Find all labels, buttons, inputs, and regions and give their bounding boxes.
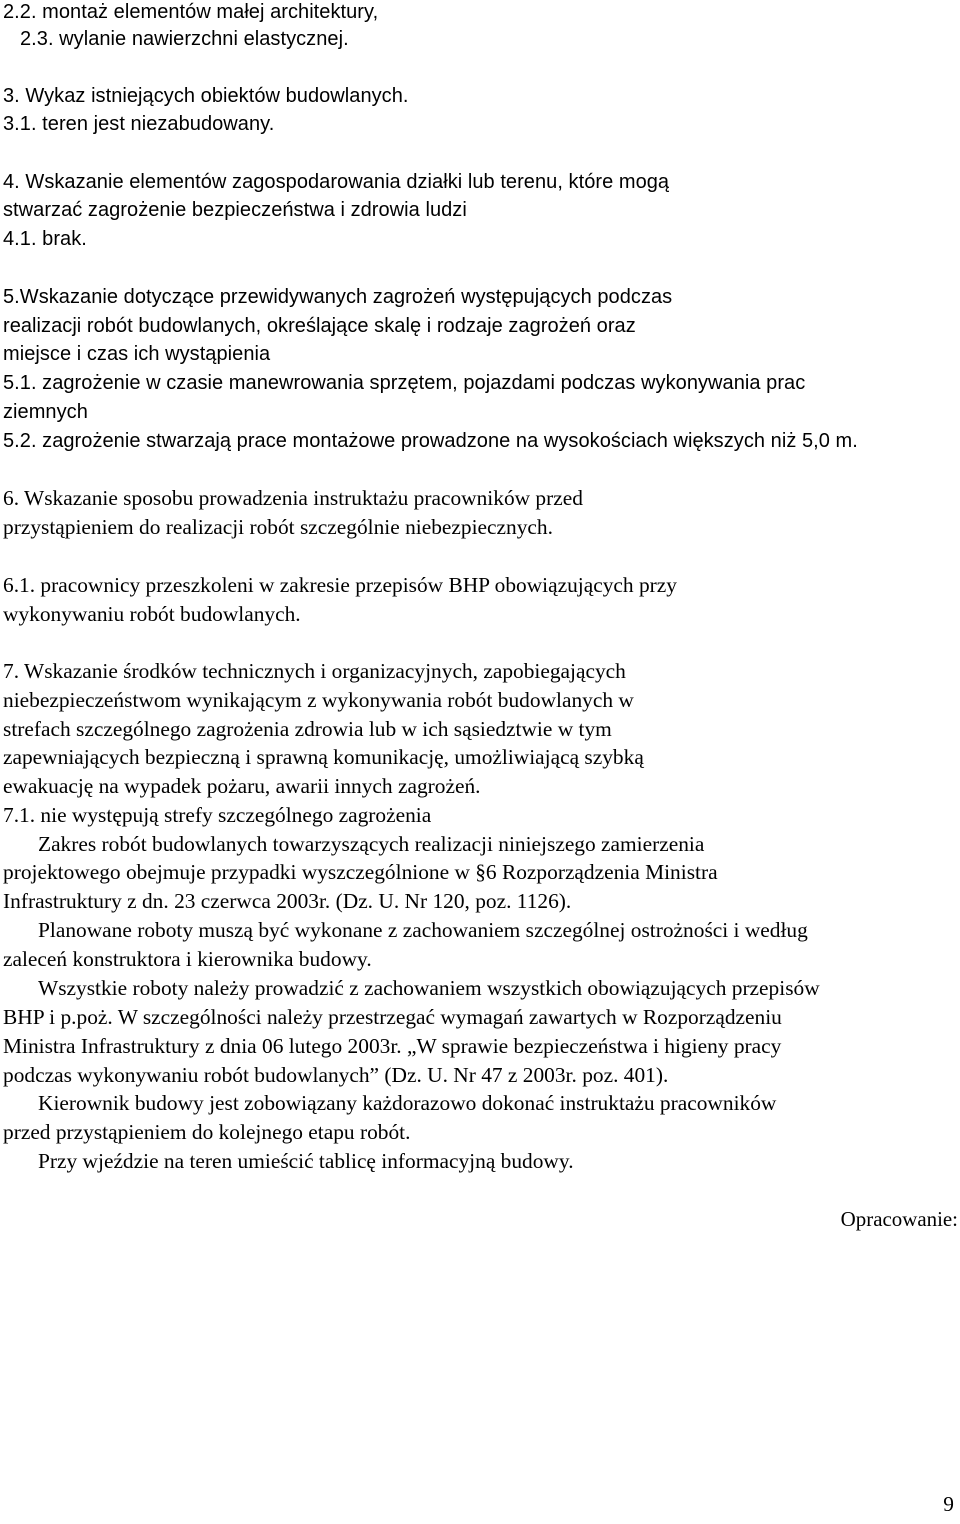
section-heading: strefach szczególnego zagrożenia zdrowia lub w ich sąsiedztwie w tym <box>3 717 612 741</box>
list-item: ziemnych <box>3 401 88 423</box>
list-item: 2.2. montaż elementów małej architektury, <box>3 1 379 23</box>
paragraph-line: Przy wjeździe na teren umieścić tablicę informacyjną budowy. <box>38 1149 574 1173</box>
paragraph-line: projektowego obejmuje przypadki wyszczególnione w §6 Rozporządzenia Ministra <box>3 860 718 884</box>
section-heading: 5.Wskazanie dotyczące przewidywanych zagrożeń występujących podczas <box>3 286 673 308</box>
paragraph-line: Ministra Infrastruktury z dnia 06 lutego 2003r. „W sprawie bezpieczeństwa i higieny pracy <box>3 1034 782 1058</box>
paragraph-line: podczas wykonywaniu robót budowlanych” (Dz. U. Nr 47 z 2003r. poz. 401). <box>3 1063 669 1087</box>
list-item: 2.3. wylanie nawierzchni elastycznej. <box>20 28 349 50</box>
section-heading: ewakuację na wypadek pożaru, awarii innych zagrożeń. <box>3 774 481 798</box>
section-heading: 3. Wykaz istniejących obiektów budowlanych. <box>3 85 409 107</box>
list-item: 3.1. teren jest niezabudowany. <box>3 113 275 135</box>
paragraph-line: zaleceń konstruktora i kierownika budowy. <box>3 947 372 971</box>
list-item: 5.1. zagrożenie w czasie manewrowania sprzętem, pojazdami podczas wykonywania prac <box>3 372 806 394</box>
list-item: 5.2. zagrożenie stwarzają prace montażowe prowadzone na wysokościach większych niż 5,0 m. <box>3 430 858 452</box>
signature-label: Opracowanie: <box>840 1207 958 1231</box>
section-heading: niebezpieczeństwom wynikającym z wykonywania robót budowlanych w <box>3 688 634 712</box>
section-heading: stwarzać zagrożenie bezpieczeństwa i zdrowia ludzi <box>3 199 467 221</box>
section-heading: zapewniających bezpieczną i sprawną komunikację, umożliwiającą szybką <box>3 745 644 769</box>
list-item: 4.1. brak. <box>3 228 87 250</box>
paragraph-line: Planowane roboty muszą być wykonane z zachowaniem szczególnej ostrożności i według <box>38 918 808 942</box>
section-heading: realizacji robót budowlanych, określające skalę i rodzaje zagrożeń oraz <box>3 315 636 337</box>
paragraph-line: Wszystkie roboty należy prowadzić z zachowaniem wszystkich obowiązujących przepisów <box>38 976 820 1000</box>
section-heading: przystąpieniem do realizacji robót szczególnie niebezpiecznych. <box>3 515 553 539</box>
paragraph-line: Kierownik budowy jest zobowiązany każdorazowo dokonać instruktażu pracowników <box>38 1091 777 1115</box>
paragraph-line: Infrastruktury z dn. 23 czerwca 2003r. (Dz. U. Nr 120, poz. 1126). <box>3 889 572 913</box>
section-heading: 6. Wskazanie sposobu prowadzenia instruktażu pracowników przed <box>3 486 583 510</box>
list-item: 6.1. pracownicy przeszkoleni w zakresie przepisów BHP obowiązujących przy <box>3 573 677 597</box>
section-heading: 7. Wskazanie środków technicznych i organizacyjnych, zapobiegających <box>3 659 626 683</box>
paragraph-line: Zakres robót budowlanych towarzyszących realizacji niniejszego zamierzenia <box>38 832 705 856</box>
list-item: wykonywaniu robót budowlanych. <box>3 602 301 626</box>
paragraph-line: przed przystąpieniem do kolejnego etapu robót. <box>3 1120 411 1144</box>
paragraph-line: BHP i p.poż. W szczególności należy przestrzegać wymagań zawartych w Rozporządzeniu <box>3 1005 782 1029</box>
page-number: 9 <box>943 1492 954 1516</box>
section-heading: 4. Wskazanie elementów zagospodarowania działki lub terenu, które mogą <box>3 171 670 193</box>
section-heading: miejsce i czas ich wystąpienia <box>3 343 271 365</box>
list-item: 7.1. nie występują strefy szczególnego zagrożenia <box>3 803 432 827</box>
